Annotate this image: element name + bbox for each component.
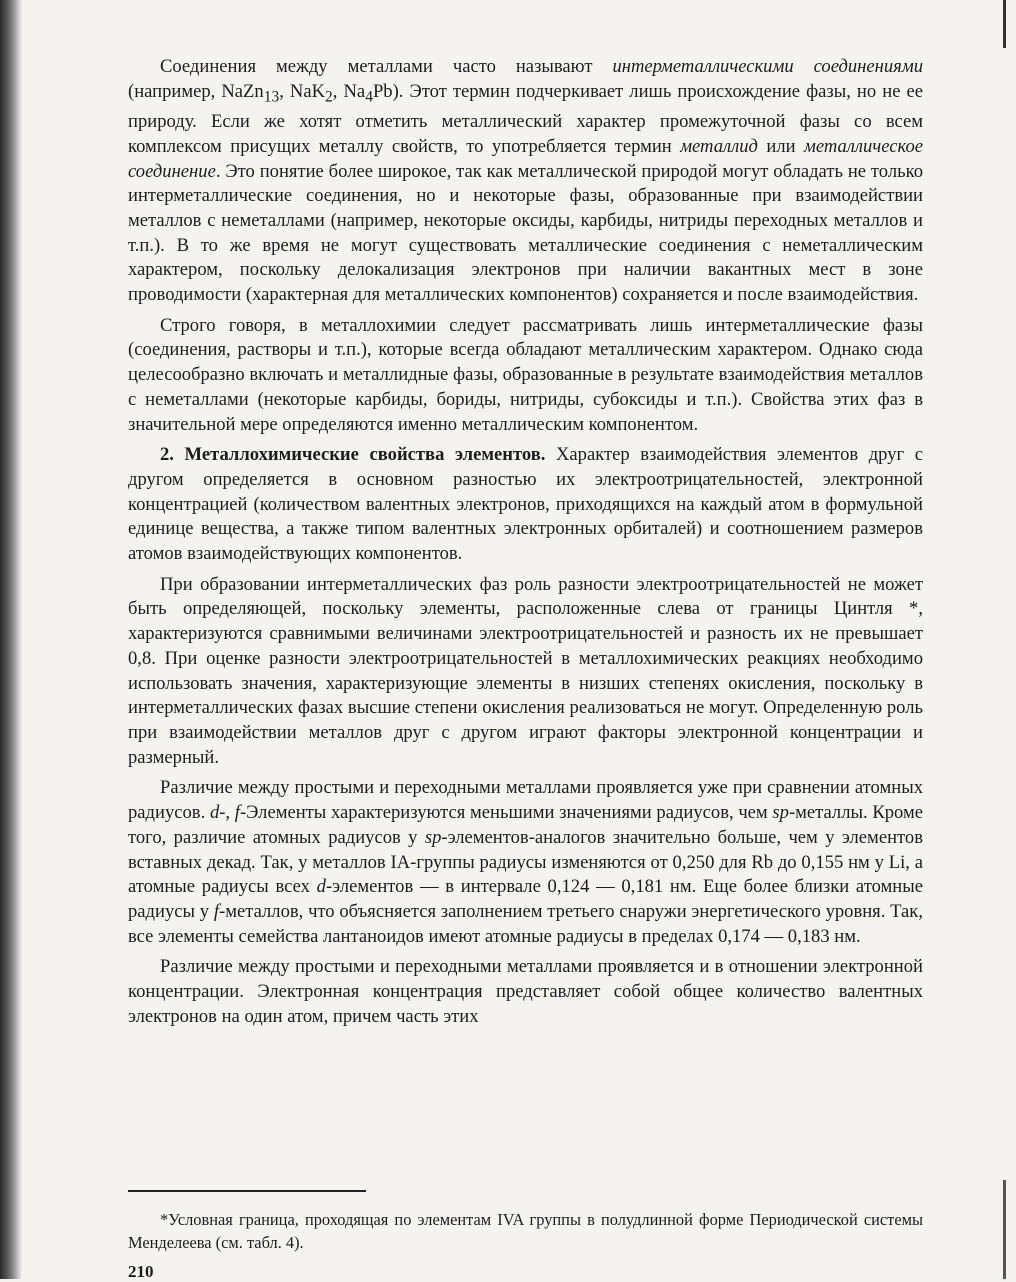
paragraph-metallochemistry-scope: Строго говоря, в металлохимии следует рассматривать лишь интерметаллические фазы (соединения, растворы и т.п.), которые всегда обладают металлическим характером. Однако сюда целесообразно включать и металлидные фазы, образованные в результате взаимодействия металлов с неметаллами (некоторые карбиды, бориды, нитриды, субоксиды и т.п.). Свойства этих фаз в значительной мере определяются именно металлическим компонентом.: [128, 314, 923, 435]
paragraph-intermetallic-definition: Соединения между металлами часто называют интерметаллическими соединениями (например, NaZn$_{13}$, NaK$_2$, $Na_4Pb$). Этот термин подчеркивает лишь происхождение фазы, но не ее природу. Если же хотят отметить металлический характер промежуточной фазы со всем комплексом присущих металлу свойств, то употребляется термин металлид или металлическое соединение. Это понятие более широкое, так как металлической природой могут обладать не только интерметаллические соединения, но и некоторые фазы, образованные при взаимодействии металлов с неметаллами (например, некоторые оксиды, карбиды, нитриды переходных металлов и т.п.). В то же время не могут существовать металлические соединения с неметаллическим характером, поскольку делокализация электронов при наличии вакантных мест в зоне проводимости (характерная для металлических компонентов) сохраняется и после взаимодействия.: [128, 56, 924, 306]
term-intermetallic: интерметаллическими соединениями: [612, 56, 923, 77]
term-metallic-compound: металлическое соединение: [128, 135, 923, 182]
paragraph-atomic-radii: Различие между простыми и переходными металлами проявляется уже при сравнении атомных радиусов. d-, f-Элементы характеризуются меньшими значениями радиусов, чем sp-металлы. Кроме того, различие атомных радиусов у sp-элементов-аналогов значительно больше, чем у элементов вставных декад. Так, у металлов IA-группы радиусы изменяются от 0,250 для Rb до 0,155 нм у Li, а атомные радиусы всех d-элементов — в интервале 0,124 — 0,181 нм. Еще более близки атомные радиусы у f-металлов, что объясняется заполнением третьего снаружи энергетического уровня. Так, все элементы семейства лантаноидов имеют атомные радиусы в пределах 0,174 — 0,183 нм.: [128, 777, 923, 947]
paragraph-electronegativity: При образовании интерметаллических фаз роль разности электроотрицательностей не может быть определяющей, поскольку элементы, расположенные слева от границы Цинтля *, характеризуются сравнимыми величинами электроотрицательностей и разность их не превышает 0,8. При оценке разности электроотрицательностей в металлохимических реакциях необходимо использовать значения, характеризующие элементы в низших степенях окисления, поскольку в интерметаллических фазах высшие степени окисления реализоваться не могут. Определенную роль при взаимодействии металлов друг с другом играют факторы электронной концентрации и размерный.: [128, 573, 923, 768]
paragraph-section-2: 2. Металлохимические свойства элементов. Характер взаимодействия элементов друг с другом определяется в основном разностью их электроотрицательностей, электронной концентрацией (количеством валентных электронов, приходящихся на каждый атом в формульной единице вещества, а также типом валентных электронных орбиталей) и соотношением размеров атомов взаимодействующих компонентов.: [128, 444, 923, 565]
page-number: 210: [128, 1262, 154, 1281]
footnote-divider: [128, 1190, 366, 1192]
term-metallide: металлид: [680, 135, 758, 157]
page-body: [128, 55, 923, 1035]
footnote: [128, 1208, 923, 1254]
scan-edge-mark: [1003, 0, 1006, 48]
footnote-text: Условная граница, проходящая по элементам IVA группы в полудлинной форме Периодической системы Менделеева (см. табл. 4).: [128, 1210, 923, 1252]
footnote-mark: *: [160, 1210, 169, 1229]
scan-edge-mark-bottom: [1003, 1180, 1006, 1279]
book-binding-shadow: [0, 0, 22, 1279]
paragraph-electron-concentration: Различие между простыми и переходными металлами проявляется и в отношении электронной концентрации. Электронная концентрация представляет собой общее количество валентных электронов на один атом, причем часть этих: [128, 956, 923, 1027]
section-heading: 2. Металлохимические свойства элементов.: [160, 444, 546, 466]
